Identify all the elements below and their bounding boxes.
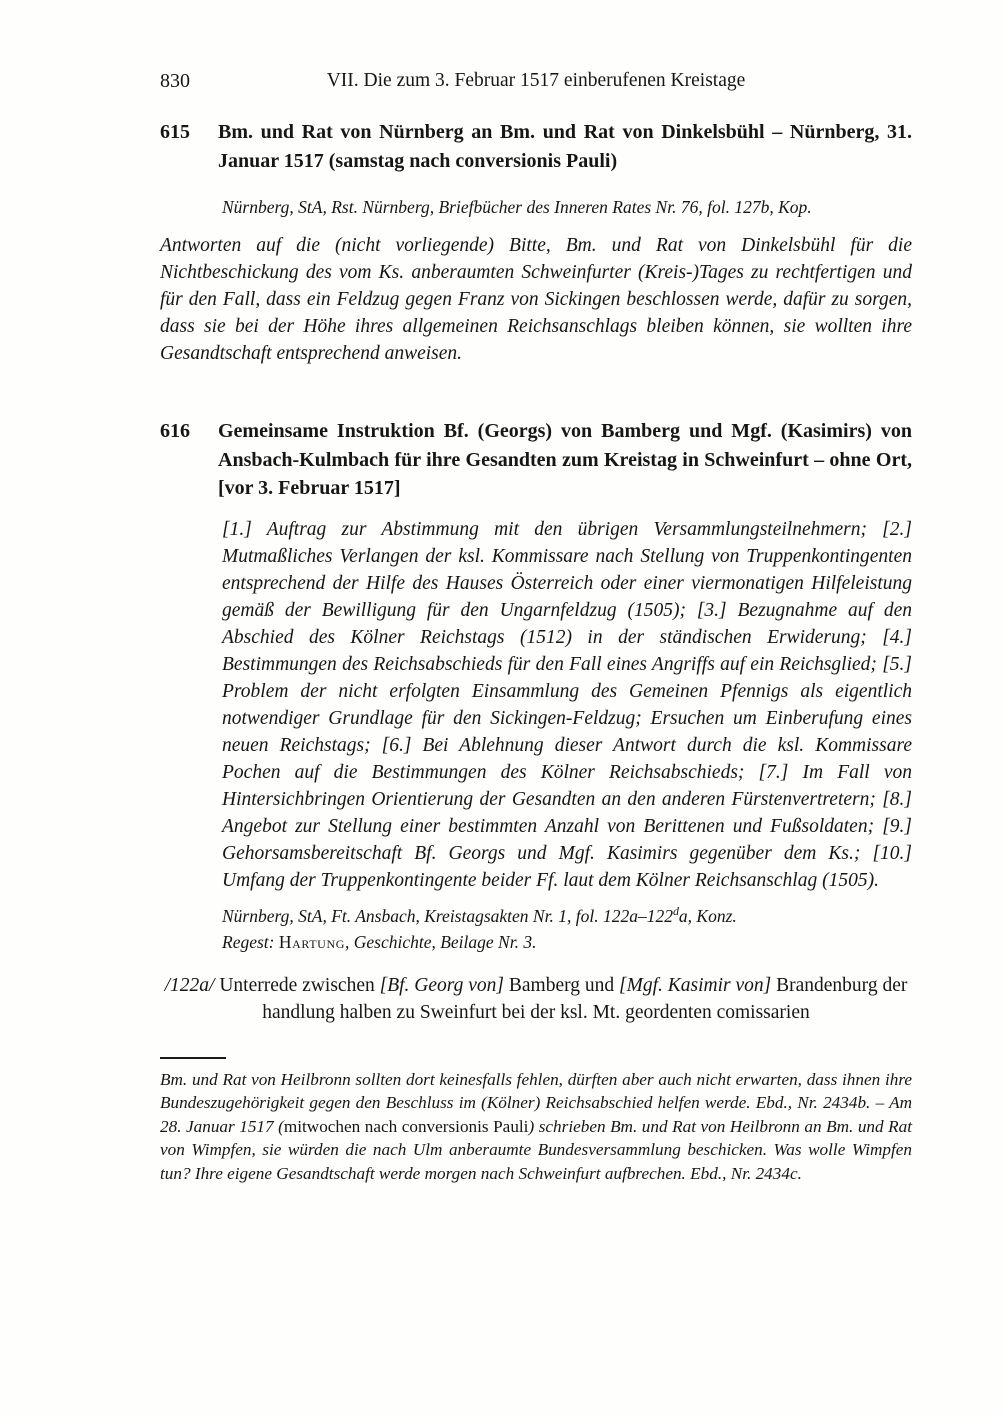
regest-citation: , Geschichte, Beilage Nr. 3. (344, 931, 537, 952)
entry-616-summary: [1.] Auftrag zur Abstimmung mit den übrigen Versammlungsteilnehmern; [2.] Mutmaßliches Verlangen der ksl. Kommissare nach Stellung von Truppenkontingenten entsprechend der Hilfe des Hauses Österreich oder einer viermonatigen Hilfeleistung gemäß der Bewilligung für den Ungarnfeldzug (1505); [3.] Bezugnahme auf den Abschied des Kölner Reichstags (1512) in der ständischen Erwiderung; [4.] Bestimmungen des Reichsabschieds für den Fall eines Angriffs auf ein Reichsglied; [5.] Problem der nicht erfolgten Einsammlung des Gemeinen Pfennigs als eigentlich notwendiger Grundlage für den Sickingen-Feldzug; Ersuchen um Einberufung eines neuen Reichstags; [6.] Bei Ablehnung dieser Antwort durch die ksl. Kommissare Pochen auf die Bestimmungen des Kölner Reichsabschieds; [7.] Im Fall von Hintersichbringen Orientierung der Gesandten an den anderen Fürstenvertretern; [8.] Angebot zur Stellung einer bestimmten Anzahl von Berittenen und Fußsoldaten; [9.] Gehorsamsbereitschaft Bf. Georgs und Mgf. Kasimirs gegenüber dem Ks.; [10.] Umfang der Truppenkontingente beider Ff. laut dem Kölner Reichsanschlag (1505). (222, 518, 912, 891)
footnote-segment-1: Bm. und Rat von Heilbronn sollten dort keinesfalls fehlen, dürften aber auch nicht erwarten, dass ihnen ihre Bundeszugehörigkeit gegen den Beschluss im (Kölner) Reichsabschied helfen werde. Ebd., Nr. 2434b. – Am 28. Januar 1517 ( (160, 1069, 912, 1136)
entry-616-body-text (160, 972, 912, 1027)
footnote-rule (160, 1057, 226, 1059)
entry-615-heading (160, 118, 912, 175)
footnote-segment-2: ) schrieben Bm. und Rat von Heilbronn an Bm. und Rat von Wimpfen, sie würden die nach Ulm anberaumte Bundesversammlung beschicken. Was wolle Wimpfen tun? Ihre eigene Gesandtschaft werde morgen nach Schweinfurt aufbrechen. Ebd., Nr. 2434c. (160, 1116, 913, 1183)
entry-616-regest (222, 930, 912, 954)
footnote-quoted-date: mitwochen nach conversionis Pauli (283, 1116, 529, 1136)
body-segment-3: Brandenburg der handlung halben zu Sweinfurt bei der ksl. Mt. geordenten comissarien (262, 974, 908, 1023)
source-text-after-superscript: a, Konz. (678, 905, 737, 926)
entry-616-title: Gemeinsame Instruktion Bf. (Georgs) von Bamberg und Mgf. (Kasimirs) von Ansbach-Kulmbach für ihre Gesandten zum Kreistag in Schweinfurt – ohne Ort, [vor 3. Februar 1517] (218, 420, 912, 499)
entry-615-summary: Antworten auf die (nicht vorliegende) Bitte, Bm. und Rat von Dinkelsbühl für die Nichtbeschickung des vom Ks. anberaumten Schweinfurter (Kreis-)Tages zu rechtfertigen und für den Fall, dass ein Feldzug gegen Franz von Sickingen beschlossen werde, dafür zu sorgen, dass sie bei der Höhe ihres allgemeinen Reichsanschlags bleiben können, sie wollten ihre Gesandtschaft entsprechend anweisen. (160, 235, 912, 364)
running-head: VII. Die zum 3. Februar 1517 einberufenen Kreistage (326, 70, 746, 91)
entry-616 (160, 417, 912, 1027)
entry-615 (160, 118, 912, 367)
regest-author: Hartung (278, 931, 345, 952)
entry-615-source: Nürnberg, StA, Rst. Nürnberg, Briefbücher des Inneren Rates Nr. 76, fol. 127b, Kop. (222, 197, 812, 217)
folio-superscript: d (672, 903, 679, 918)
entry-616-source (222, 904, 912, 928)
folio-marker: /122a/ (164, 974, 220, 996)
editorial-insertion-1: [Bf. Georg von] (379, 974, 509, 996)
footnote-block (160, 1057, 912, 1186)
entry-615-number: 615 (160, 121, 190, 143)
page-header (160, 68, 912, 94)
body-segment-2: Bamberg und (508, 974, 620, 996)
entry-616-heading (160, 417, 912, 503)
entry-615-title: Bm. und Rat von Nürnberg an Bm. und Rat von Dinkelsbühl – Nürnberg, 31. Januar 1517 (samstag nach conversionis Pauli) (218, 121, 912, 172)
regest-label: Regest: (222, 931, 279, 952)
source-text-before-superscript: Nürnberg, StA, Ft. Ansbach, Kreistagsakten Nr. 1, fol. 122a–122 (222, 905, 673, 926)
text-column (160, 68, 912, 1185)
editorial-insertion-2: [Mgf. Kasimir von] (619, 974, 777, 996)
page-number: 830 (160, 70, 190, 92)
entry-616-source-block (160, 904, 912, 954)
entry-616-number: 616 (160, 420, 190, 442)
body-segment-1: Unterrede zwischen (219, 974, 380, 996)
footnote-text (160, 1068, 912, 1186)
